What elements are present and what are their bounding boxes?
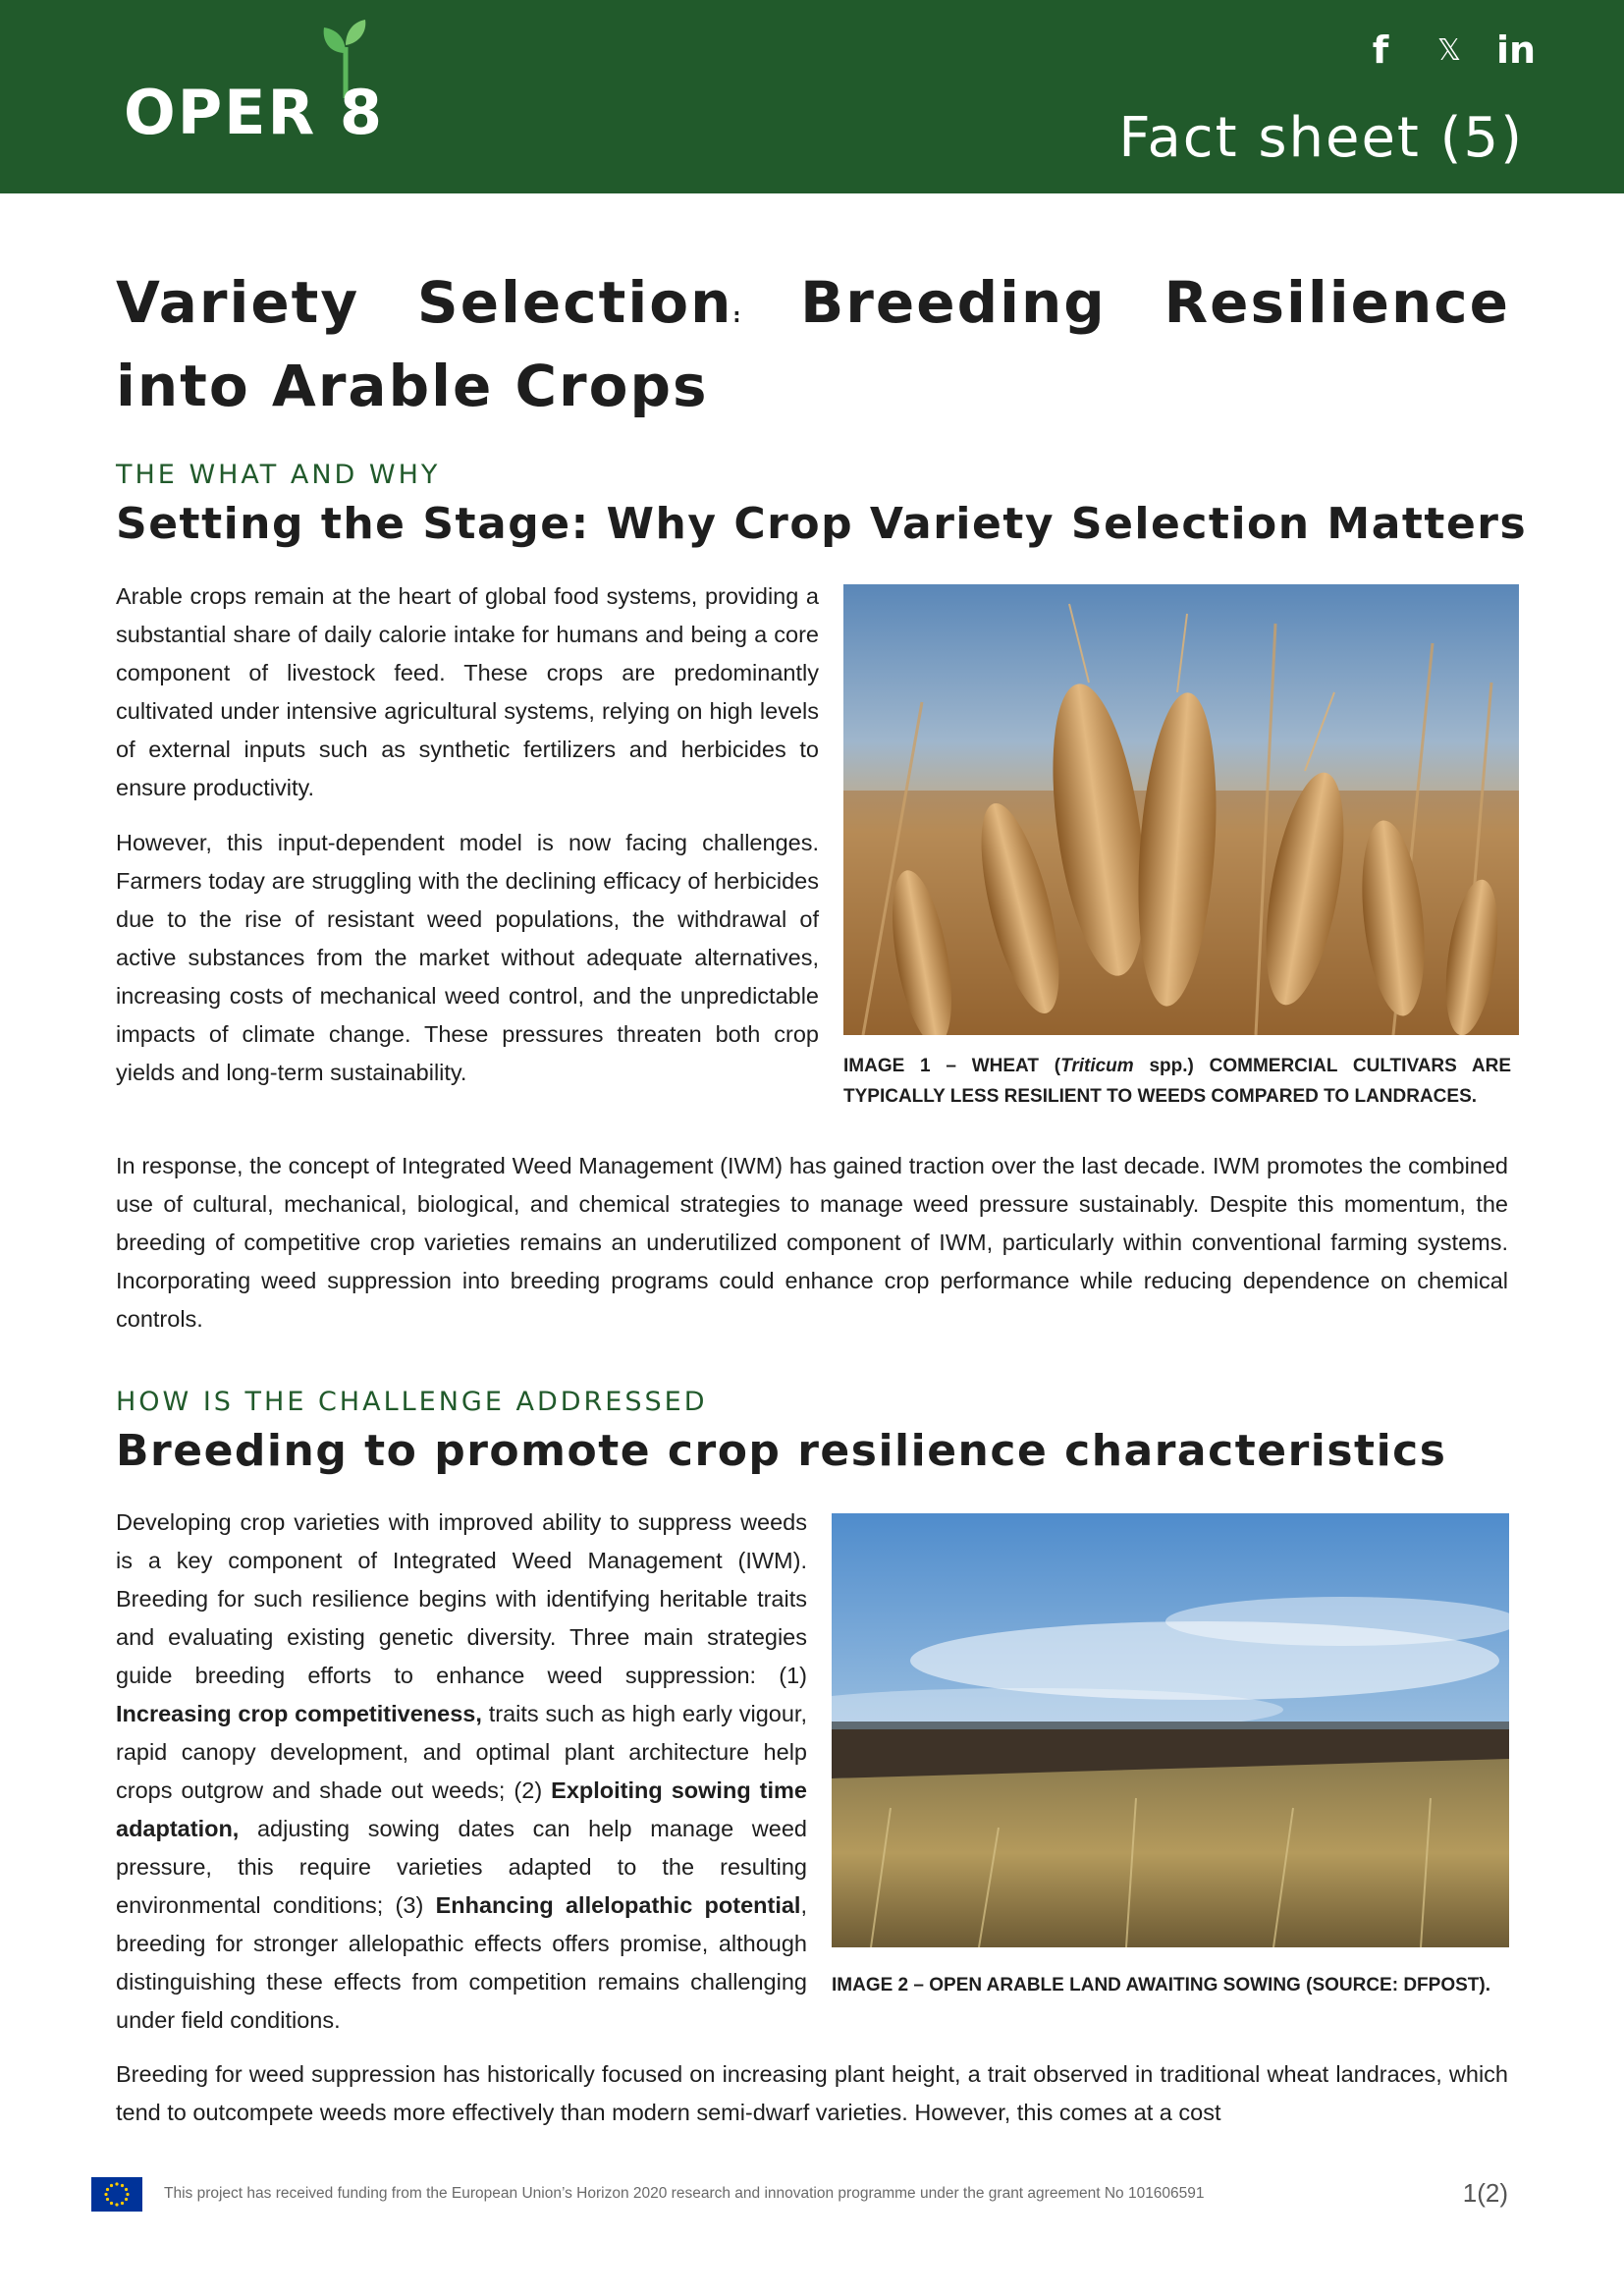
title-part2: Breeding Resilience into Arable Crops <box>116 269 1510 419</box>
linkedin-icon[interactable]: in <box>1495 28 1537 72</box>
p4-text-d: adjusting sowing dates can help manage weed pressure, this require varieties adapted to the resulting environmental conditions; (3) <box>116 1816 807 1918</box>
p4-bold-1: Increasing crop competitiveness, <box>116 1701 482 1726</box>
p4-text-a: Developing crop varieties with improved ability to suppress weeds is a key component of Integrated Weed Management (IWM). Breeding for such resilience begins with identifying heritable traits and evaluating existing genetic diversity. Three main strategies guide breeding efforts to enhance weed suppression: (1) <box>116 1509 807 1688</box>
image1-caption-a: IMAGE 1 – WHEAT ( <box>843 1056 1061 1076</box>
x-icon[interactable]: 𝕏 <box>1436 32 1462 68</box>
title-colon: : <box>732 303 743 327</box>
image1-caption-b: spp.) COMMERCIAL CULTIVARS ARE TYPICALLY LESS RESILIENT TO WEEDS COMPARED TO LANDRACES. <box>843 1056 1511 1107</box>
fact-sheet-label: Fact sheet (5) <box>1118 106 1524 170</box>
section2-kicker: HOW IS THE CHALLENGE ADDRESSED <box>116 1387 708 1417</box>
facebook-icon[interactable]: f <box>1372 28 1389 72</box>
page-number: 1(2) <box>1462 2178 1508 2208</box>
oper8-logo[interactable] <box>124 65 418 148</box>
section2-paragraph-2: Breeding for weed suppression has historically focused on increasing plant height, a trait observed in traditional wheat landraces, which tend to outcompete weeds more effectively than modern semi-dwarf varieties. However, this comes at a cost <box>116 2061 1508 2125</box>
section1-paragraph-1: Arable crops remain at the heart of global food systems, providing a substantial share of daily calorie intake for humans and being a core component of livestock feed. These crops are predominantly cultivated under intensive agricultural systems, relying on high levels of external inputs such as synthetic fertilizers and herbicides to ensure productivity. <box>116 583 819 800</box>
wheat-image <box>843 584 1519 1035</box>
section1-heading: Setting the Stage: Why Crop Variety Selection Matters <box>116 499 1528 549</box>
p4-bold-2: Exploiting sowing time adaptation, <box>116 1777 807 1841</box>
eu-flag-icon <box>91 2177 142 2212</box>
field-image <box>832 1513 1509 1947</box>
section1-kicker: THE WHAT AND WHY <box>116 460 441 490</box>
p4-text-c: traits such as high early vigour, rapid canopy development, and optimal plant architecture help crops outgrow and shade out weeds; (2) <box>116 1701 807 1803</box>
p4-text-e: , breeding for stronger allelopathic effects offers promise, although distinguishing these effects from competition remains challenging under field conditions. <box>116 1892 807 2033</box>
logo-text: OPER 8 <box>124 77 384 148</box>
section2-heading: Breeding to promote crop resilience characteristics <box>116 1426 1447 1476</box>
image1-caption-italic: Triticum <box>1060 1056 1134 1076</box>
p4-bold-3: Enhancing allelopathic potential <box>435 1892 801 1918</box>
section1-paragraph-3: In response, the concept of Integrated Weed Management (IWM) has gained traction over the last decade. IWM promotes the combined use of cultural, mechanical, biological, and chemical strategies to manage weed pressure sustainably. Despite this momentum, the breeding of competitive crop varieties remains an underutilized component of IWM, particularly within conventional farming systems. Incorporating weed suppression into breeding programs could enhance crop performance while reducing dependence on chemical controls. <box>116 1153 1508 1332</box>
image2-caption: IMAGE 2 – OPEN ARABLE LAND AWAITING SOWING (SOURCE: DFPOST). <box>832 1975 1491 1995</box>
image1-caption <box>843 1051 1511 1112</box>
section1-paragraph-2: However, this input-dependent model is now facing challenges. Farmers today are struggling with the declining efficacy of herbicides due to the rise of resistant weed populations, the withdrawal of active substances from the market without adequate alternatives, increasing costs of mechanical weed control, and the unpredictable impacts of climate change. These pressures threaten both crop yields and long-term sustainability. <box>116 830 819 1085</box>
header-banner <box>0 0 1624 193</box>
title-part1: Variety Selection <box>116 269 733 336</box>
page-title <box>116 267 1510 421</box>
funding-statement: This project has received funding from the European Union’s Horizon 2020 research and innovation programme under the grant agreement No 101606591 <box>164 2185 1205 2202</box>
section2-paragraph-1 <box>116 1503 807 2040</box>
